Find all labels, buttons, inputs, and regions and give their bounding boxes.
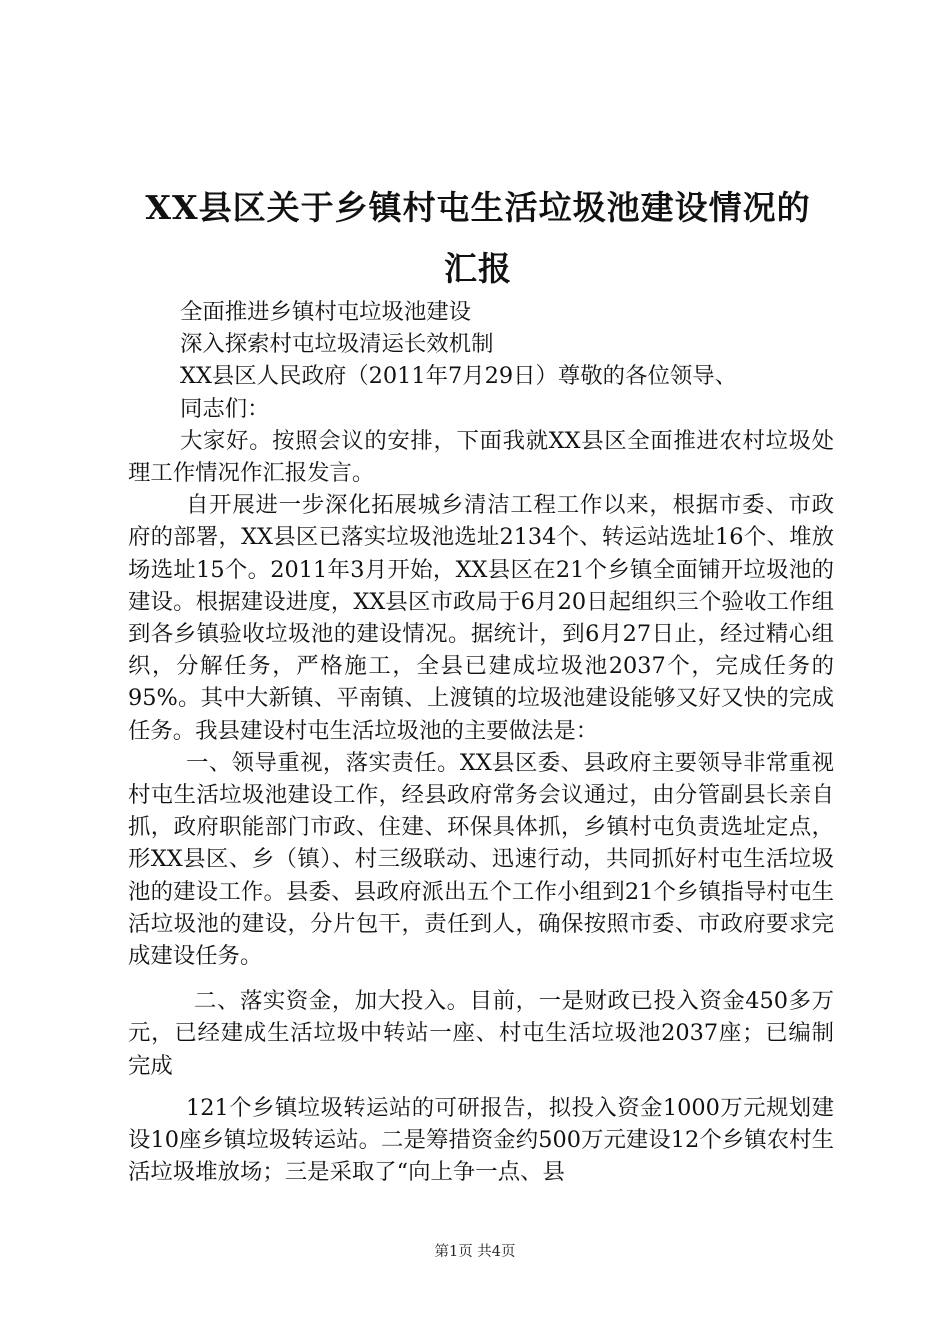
issuer-and-salutation: XX县区人民政府（2011年7月29日）尊敬的各位领导、 (180, 363, 738, 390)
measure-2-continued-paragraph: 121个乡镇垃圾转运站的可研报告，拟投入资金1000万元规划建设10座乡镇垃圾转运站。二是筹措资金约500万元建设12个乡镇农村生活垃圾堆放场；三是采取了“向上争一点、县 (128, 1094, 834, 1186)
measure-2-paragraph: 二、落实资金，加大投入。目前，一是财政已投入资金450多万元，已经建成生活垃圾中转站一座、村屯生活垃圾池2037座；已编制完成 (128, 988, 834, 1079)
measure-1-paragraph: 一、领导重视，落实责任。XX县区委、县政府主要领导非常重视村屯生活垃圾池建设工作，经县政府常务会议通过，由分管副县长亲自抓，政府职能部门市政、住建、环保具体抓，乡镇村屯负责选址定点，形XX县区、乡（镇）、村三级联动、迅速行动，共同抓好村屯生活垃圾池的建设工作。县委、县政府派出五个工作小组到21个乡镇指导村屯生活垃圾池的建设，分片包干，责任到人，确保按照市委、市政府要求完成建设任务。 (128, 749, 834, 970)
subtitle-line-2: 深入探索村屯垃圾清运长效机制 (180, 331, 494, 358)
page-number-footer: 第1页 共4页 (434, 1244, 516, 1260)
subtitle-line-1: 全面推进乡镇村屯垃圾池建设 (180, 299, 472, 325)
document-title-line-1: XX县区关于乡镇村屯生活垃圾池建设情况的 (145, 188, 811, 227)
opening-paragraph: 大家好。按照会议的安排，下面我就XX县区全面推进农村垃圾处理工作情况作汇报发言。 (128, 427, 834, 487)
salutation-continued: 同志们： (180, 395, 270, 422)
background-paragraph: 自开展进一步深化拓展城乡清洁工程工作以来，根据市委、市政府的部署，XX县区已落实垃圾池选址2134个、转运站选址16个、堆放场选址15个。2011年3月开始，XX县区在21个乡镇全面铺开垃圾池的建设。根据建设进度，XX县区市政局于6月20日起组织三个验收工作组到各乡镇验收垃圾池的建设情况。据统计，到6月27日止，经过精心组织，分解任务，严格施工，全县已建成垃圾池2037个，完成任务的95%。其中大新镇、平南镇、上渡镇的垃圾池建设能够又好又快的完成任务。我县建设村屯生活垃圾池的主要做法是： (128, 492, 834, 744)
document-body (128, 296, 834, 1188)
document-title-line-2: 汇报 (444, 249, 512, 288)
